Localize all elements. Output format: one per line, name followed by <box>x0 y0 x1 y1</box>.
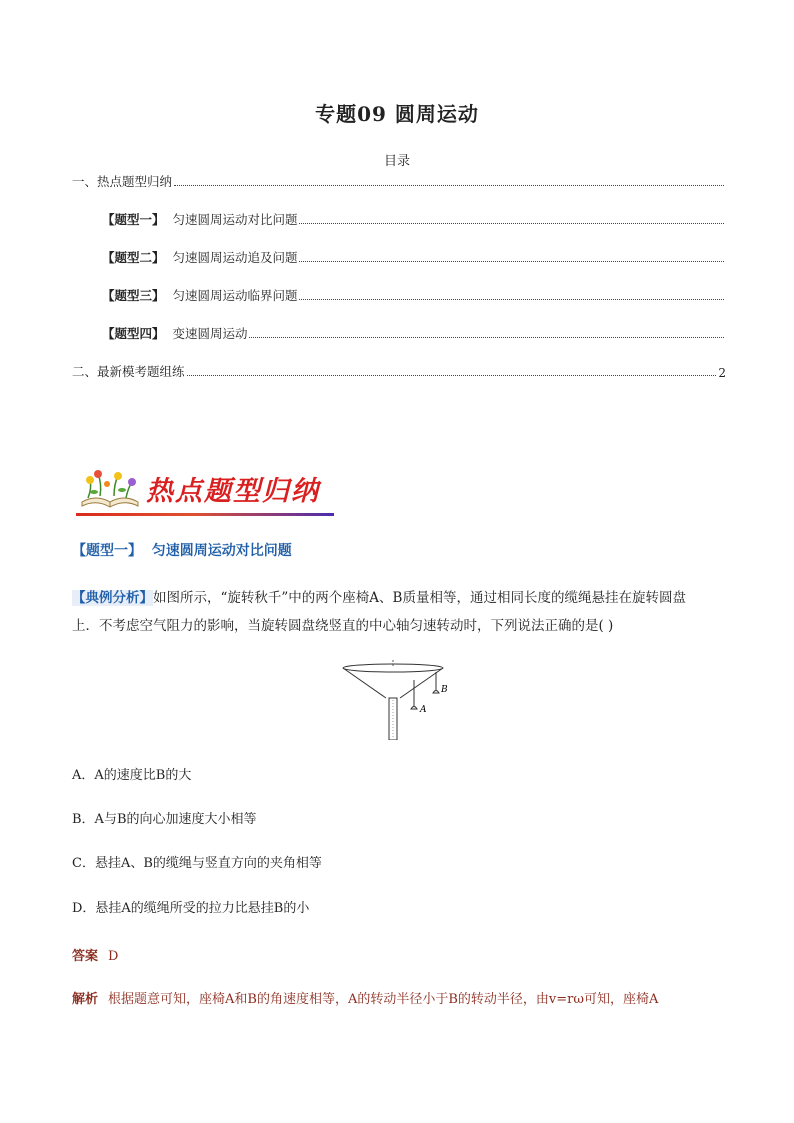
section-banner <box>76 462 334 516</box>
toc-bracket: 【题型二】 <box>102 250 165 265</box>
answer-label: 答案 <box>72 949 99 964</box>
option-c[interactable]: C．悬挂A、B的缆绳与竖直方向的夹角相等 <box>72 856 322 871</box>
toc-bracket: 【题型四】 <box>102 326 165 341</box>
toc-label-text: 匀速圆周运动追及问题 <box>172 250 298 265</box>
toc-leader <box>249 336 724 338</box>
toc-label-text: 匀速圆周运动临界问题 <box>172 288 298 303</box>
toc-page: 2 <box>718 366 726 380</box>
toc-leader <box>187 374 717 376</box>
example-paragraph <box>72 584 726 640</box>
toc-bracket: 【题型三】 <box>102 288 165 303</box>
option-a[interactable]: A．A的速度比B的大 <box>72 768 192 783</box>
toc-row[interactable] <box>72 362 726 380</box>
banner-title: 热点题型归纳 <box>146 476 320 507</box>
toc-row[interactable] <box>102 248 726 266</box>
answer-line <box>72 945 118 964</box>
analysis-label: 解析 <box>72 992 99 1007</box>
toc-label <box>102 286 297 304</box>
section-tag: 【题型一】 <box>72 543 142 559</box>
toc-row[interactable] <box>102 210 726 228</box>
page-title: 专题09 圆周运动 <box>315 102 479 126</box>
option-b[interactable]: B．A与B的向心加速度大小相等 <box>72 812 257 827</box>
figure-label-a: A <box>420 705 427 715</box>
toc-label: 二、最新模考题组练 <box>72 364 185 379</box>
toc-row[interactable] <box>102 324 726 342</box>
toc-label <box>102 210 297 228</box>
option-d[interactable]: D．悬挂A的缆绳所受的拉力比悬挂B的小 <box>72 901 310 916</box>
rotating-swing-figure <box>338 660 458 740</box>
example-line-2: 上．不考虑空气阻力的影响，当旋转圆盘绕竖直的中心轴匀速转动时，下列说法正确的是( ) <box>72 618 614 634</box>
toc-heading: 目录 <box>383 154 410 169</box>
book-flowers-icon <box>80 468 140 510</box>
toc-label <box>102 248 297 266</box>
analysis-line <box>72 988 732 1007</box>
analysis-text: 根据题意可知，座椅A和B的角速度相等，A的转动半径小于B的转动半径，由v=rω可知，座椅A <box>108 992 659 1007</box>
toc-leader <box>299 298 724 300</box>
example-tag: 【典例分析】 <box>72 590 153 606</box>
section-title-text: 匀速圆周运动对比问题 <box>151 543 292 559</box>
toc-label-text: 匀速圆周运动对比问题 <box>172 212 298 227</box>
toc-leader <box>174 184 724 186</box>
toc-bracket: 【题型一】 <box>102 212 165 227</box>
section-heading <box>72 540 292 560</box>
toc-leader <box>299 222 724 224</box>
example-line-1: 如图所示，“旋转秋千”中的两个座椅A、B质量相等，通过相同长度的缆绳悬挂在旋转圆盘 <box>153 590 686 606</box>
toc-row[interactable] <box>72 172 726 190</box>
banner-underline <box>76 513 334 516</box>
figure-label-b: B <box>441 685 448 695</box>
toc-label: 一、热点题型归纳 <box>72 174 173 189</box>
answer-value: D <box>108 949 119 964</box>
toc-label <box>102 324 247 342</box>
toc-label-text: 变速圆周运动 <box>172 326 248 341</box>
toc-leader <box>299 260 724 262</box>
toc-row[interactable] <box>102 286 726 304</box>
